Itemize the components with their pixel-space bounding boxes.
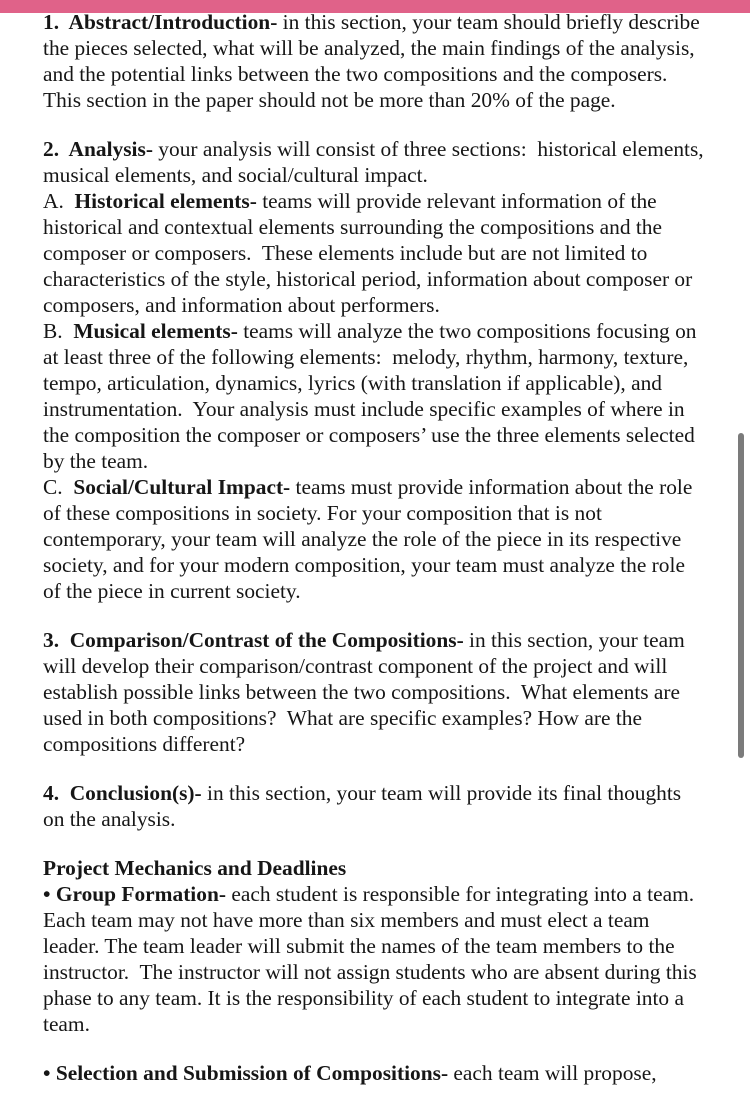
paragraph-text: your analysis will consist of three sections: historical elements, musical elements, and social/cultural impact. [43, 137, 710, 187]
paragraph-text: in this section, your team should briefly describe the pieces selected, what will be analyzed, the main findings of the analysis, and the potential links between the two compositions and the composers. This section in the paper should not be more than 20% of the page. [43, 10, 706, 112]
bullet-item-title: • Group Formation- [43, 882, 226, 906]
paragraph-abstract-introduction [43, 9, 707, 113]
bullet-item-title: • Selection and Submission of Compositions- [43, 1061, 449, 1085]
subsection-title: Musical elements- [73, 319, 238, 343]
paragraph-text: teams will analyze the two compositions focusing on at least three of the following elements: melody, rhythm, harmony, texture, tempo, articulation, dynamics, lyrics (with translation if applicable), and instrumentation. Your analysis must include specific examples of where in the composition the composer or composers’ use the three elements selected by the team. [43, 319, 702, 473]
paragraph-text: teams will provide relevant information of the historical and contextual elements surrounding the compositions and the composer or composers. These elements include but are not limited to characteristics of the style, historical period, information about composer or composers, and information about performers. [43, 189, 698, 317]
paragraph-selection-submission [43, 1060, 707, 1086]
section-number-title: 4. Conclusion(s)- [43, 781, 202, 805]
paragraph-text: in this section, your team will provide its final thoughts on the analysis. [43, 781, 687, 831]
paragraph-conclusions [43, 780, 707, 832]
paragraph-text: teams must provide information about the role of these compositions in society. For your composition that is not contemporary, your team will analyze the role of the piece in its respective society, and for your modern composition, your team must analyze the role of the piece in current society. [43, 475, 698, 603]
heading-project-mechanics-deadlines [43, 855, 707, 881]
section-number-title: 2. Analysis- [43, 137, 153, 161]
paragraph-historical-elements [43, 188, 707, 318]
list-letter: B. [43, 319, 74, 343]
list-letter: A. [43, 189, 75, 213]
subsection-title: Social/Cultural Impact- [73, 475, 291, 499]
scrollbar-thumb[interactable] [738, 433, 744, 758]
section-number-title: 3. Comparison/Contrast of the Compositions- [43, 628, 464, 652]
paragraph-text: in this section, your team will develop their comparison/contrast component of the project and will establish possible links between the two compositions. What elements are used in both compositions? What are specific examples? How are the compositions different? [43, 628, 691, 756]
document-page [0, 10, 750, 1086]
subsection-title: Historical elements- [74, 189, 257, 213]
heading-text: Project Mechanics and Deadlines [43, 856, 347, 880]
section-number-title: 1. Abstract/Introduction- [43, 10, 278, 34]
paragraph-analysis [43, 136, 710, 188]
paragraph-musical-elements [43, 318, 707, 474]
paragraph-text: each team will propose, [448, 1061, 657, 1085]
paragraph-comparison-contrast [43, 627, 707, 757]
list-letter: C. [43, 475, 74, 499]
paragraph-social-cultural-impact [43, 474, 707, 604]
paragraph-text: each student is responsible for integrating into a team. Each team may not have more than six members and must elect a team leader. The team leader will submit the names of the team members to the instructor. The instructor will not assign students who are absent during this phase to any team. It is the responsibility of each student to integrate into a team. [43, 882, 705, 1036]
paragraph-group-formation [43, 881, 707, 1037]
